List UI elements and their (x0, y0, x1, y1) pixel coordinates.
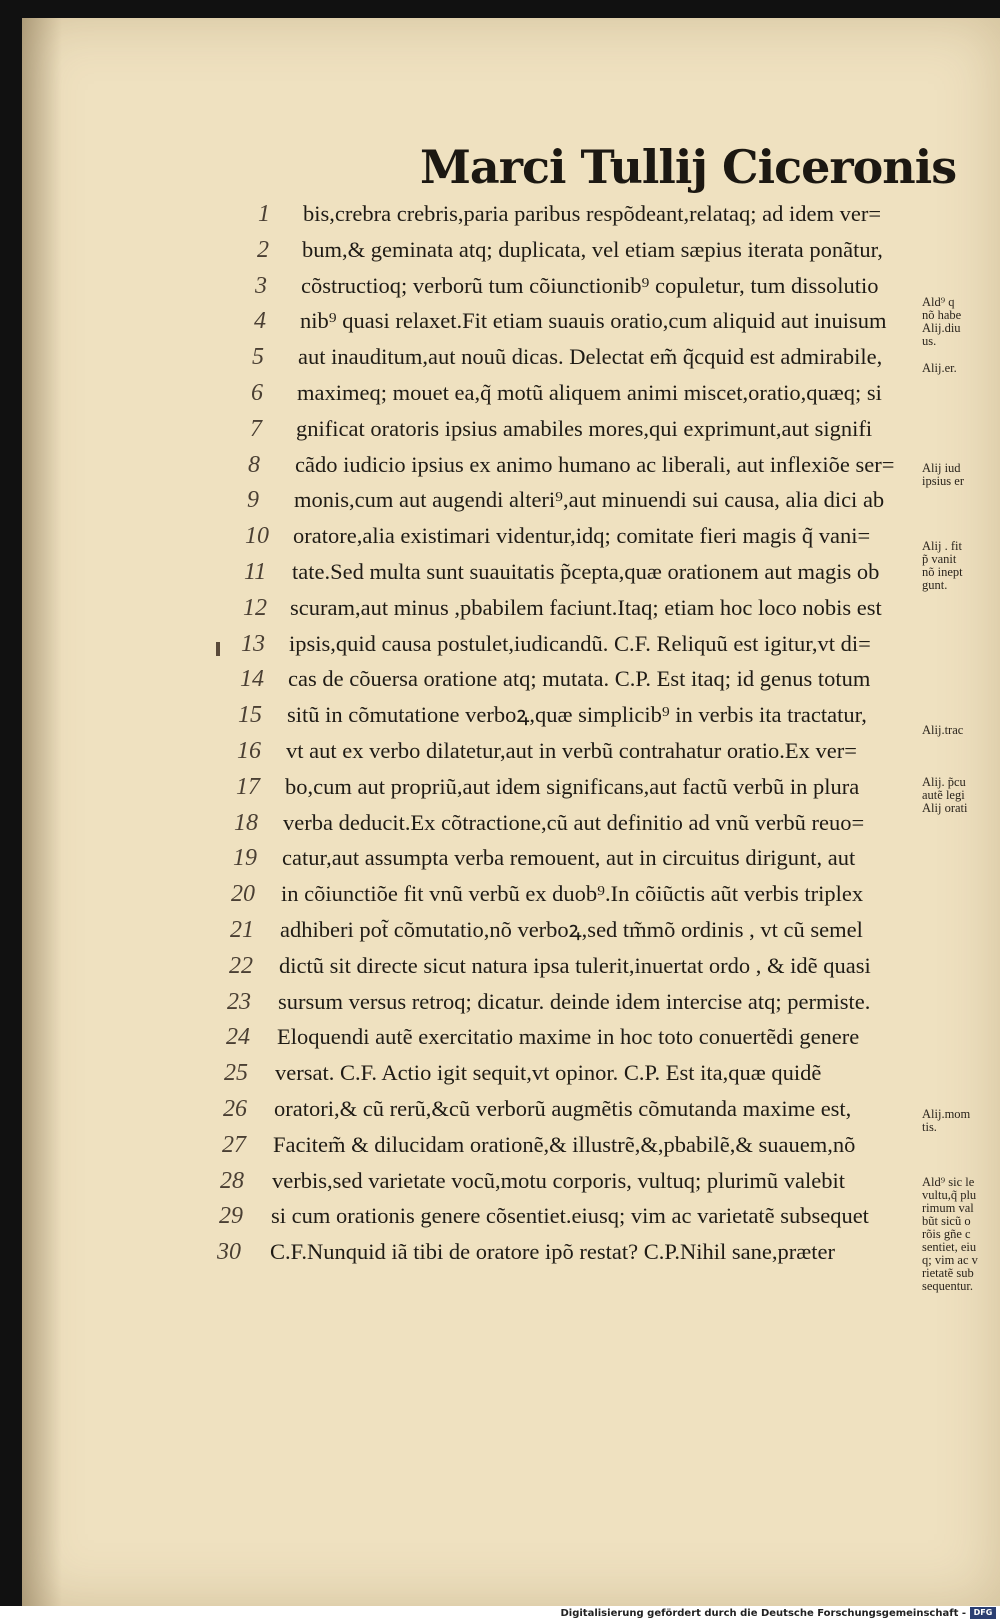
margin-note: Alij iud ipsius er (922, 462, 965, 488)
margin-note: Alij.er. (922, 362, 957, 375)
line-number: 8 (248, 451, 260, 478)
text-line: bo,cum aut propriũ,aut idem significans,aut factũ verbũ in plura (285, 773, 860, 799)
text-line: verba deducit.Ex cõtractione,cũ aut definitio ad vnũ verbũ reuo= (283, 809, 865, 835)
text-line: nib⁹ quasi relaxet.Fit etiam suauis oratio,cum aliquid aut inuisum (300, 308, 887, 334)
line-number: 14 (240, 666, 264, 693)
text-line: si cum orationis genere cõsentiet.eiusq; vim ac varietatẽ subsequet (271, 1203, 869, 1229)
text-line: tate.Sed multa sunt suauitatis p̃cepta,quæ orationem aut magis ob (292, 559, 880, 584)
line-number: 26 (223, 1096, 247, 1122)
line-number: 9 (247, 487, 259, 514)
text-line: monis,cum aut augendi alteri⁹,aut minuendi sui causa, alia dici ab (294, 487, 885, 513)
line-number: 4 (254, 308, 266, 335)
text-line: gnificat oratoris ipsius amabiles mores,qui exprimunt,aut signifi (296, 415, 873, 441)
text-line: aut inauditum,aut nouũ dicas. Delectat em̃ q̃cquid est admirabile, (298, 344, 883, 370)
text-line: sitũ in cõmutatione verboꝝ,quæ simplicib⁹ in verbis ita tractatur, (287, 702, 867, 728)
text-line: verbis,sed varietate vocũ,motu corporis, vultuq; plurimũ valebit (272, 1167, 845, 1193)
line-number: 21 (230, 917, 254, 943)
text-line: in cõiunctiõe fit vnũ verbũ ex duob⁹.In cõiũctis aũt verbis triplex (281, 881, 864, 907)
text-line: Eloquendi autẽ exercitatio maxime in hoc toto conuertẽdi genere (277, 1024, 860, 1050)
text-line: adhiberi pot̃ cõmutatio,nõ verboꝝ,sed tm̃mõ ordinis , vt cũ semel (280, 917, 863, 942)
text-line: scuram,aut minus ,pbabilem faciunt.Itaq; etiam hoc loco nobis est (290, 594, 882, 620)
margin-note: Ald⁹ sic le vultu,q̃ plu rimum val bũt sicũ o rõis gñe c sentiet, eiu q; vim ac v rietatẽ sub sequentur. (922, 1176, 978, 1293)
line-number: 30 (217, 1239, 241, 1266)
line-number: 18 (234, 809, 258, 836)
line-number: 24 (226, 1024, 250, 1051)
line-number: 10 (245, 523, 269, 550)
text-line: cas de cõuersa oratione atq; mutata. C.P. Est itaq; id genus totum (288, 666, 871, 692)
line-number: 16 (237, 738, 261, 764)
margin-note: Alij . fit p̃ vanit nõ inept gunt. (922, 540, 963, 592)
line-number: 27 (222, 1131, 246, 1158)
text-line: cãdo iudicio ipsius ex animo humano ac liberali, aut inflexiõe ser= (295, 451, 895, 477)
margin-note: Alij.trac (922, 724, 964, 737)
margin-mark (216, 642, 220, 656)
line-number: 25 (224, 1060, 248, 1087)
text-line: C.F.Nunquid iã tibi de oratore ipõ restat? C.P.Nihil sane,præter (270, 1239, 835, 1265)
footer-credit: Digitalisierung gefördert durch die Deutsche Forschungsgemeinschaft - (560, 1608, 966, 1619)
text-line: Facitem̃ & dilucidam orationẽ,& illustrẽ,&,pbabilẽ,& suauem,nõ (273, 1131, 856, 1157)
line-number: 22 (229, 952, 253, 979)
text-line: ipsis,quid causa postulet,iudicandũ. C.F. Reliquũ est igitur,vt di= (289, 630, 871, 656)
line-number: 5 (252, 344, 264, 371)
text-line: cõstructioq; verborũ tum cõiunctionib⁹ copuletur, tum dissolutio (301, 272, 879, 298)
text-line: dictũ sit directe sicut natura ipsa tulerit,inuertat ordo , & idẽ quasi (279, 952, 871, 978)
line-number: 12 (243, 594, 267, 621)
line-number: 15 (238, 702, 262, 729)
line-number: 17 (236, 773, 260, 800)
line-number: 28 (220, 1167, 244, 1194)
line-number: 11 (244, 559, 267, 585)
line-number: 6 (251, 380, 263, 406)
text-line: maximeq; mouet ea,q̃ motũ aliquem animi miscet,oratio,quæq; si (297, 380, 882, 405)
line-number: 2 (257, 236, 269, 263)
page-header-title: Marci Tullij Ciceronis (420, 140, 957, 194)
text-line: sursum versus retroq; dicatur. deinde idem intercise atq; permiste. (278, 988, 871, 1014)
line-number: 13 (241, 630, 265, 657)
text-line: versat. C.F. Actio igit sequit,vt opinor. C.P. Est ita,quæ quidẽ (275, 1060, 822, 1086)
margin-note: Alij.mom tis. (922, 1108, 971, 1134)
dfg-logo: DFG (970, 1607, 996, 1619)
text-line: bis,crebra crebris,paria paribus respõdeant,relataq; ad idem ver= (303, 201, 882, 226)
line-number: 23 (227, 988, 251, 1015)
text-line: vt aut ex verbo dilatetur,aut in verbũ contrahatur oratio.Ex ver= (286, 738, 857, 763)
margin-note: Alij. p̃cu autẽ legi Alij orati (922, 776, 968, 815)
line-number: 19 (233, 845, 257, 872)
text-line: oratore,alia existimari videntur,idq; comitate fieri magis q̃ vani= (293, 523, 871, 549)
line-number: 3 (255, 272, 267, 299)
margin-note: Ald⁹ q nõ habe Alij.diu us. (922, 296, 962, 348)
line-number: 29 (219, 1203, 243, 1230)
text-line: bum,& geminata atq; duplicata, vel etiam sæpius iterata ponãtur, (302, 236, 883, 262)
gutter-shadow (22, 18, 62, 1606)
line-number: 1 (258, 201, 270, 227)
text-line: oratori,& cũ rerũ,&cũ verborũ augmẽtis cõmutanda maxime est, (274, 1096, 852, 1121)
line-number: 20 (231, 881, 255, 908)
text-line: catur,aut assumpta verba remouent, aut in circuitus dirigunt, aut (282, 845, 856, 871)
line-number: 7 (250, 415, 262, 442)
